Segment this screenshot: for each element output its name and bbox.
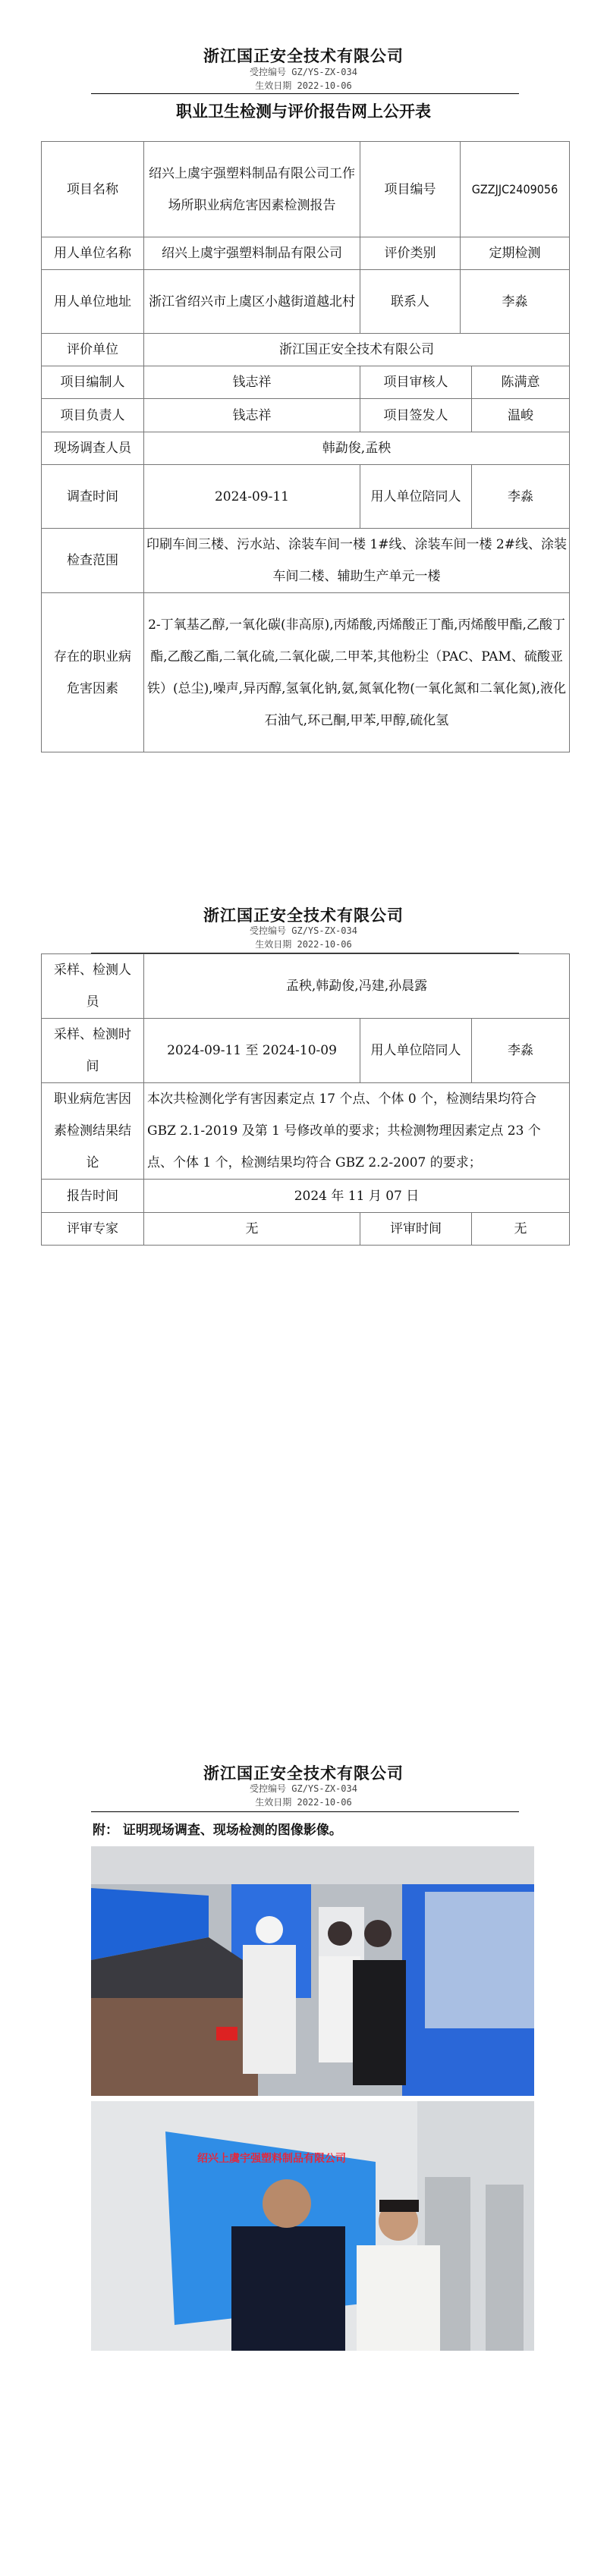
- hazards-label: 存在的职业病危害因素: [42, 593, 144, 752]
- contact: 李淼: [461, 270, 570, 334]
- conclusion-label: 职业病危害因素检测结果结论: [42, 1083, 144, 1180]
- company-header-p3: 浙江国正安全技术有限公司: [203, 1764, 404, 1783]
- escort-label-p2: 用人单位陪同人: [360, 1019, 472, 1083]
- project-name: 绍兴上虞宇强塑料制品有限公司工作场所职业病危害因素检测报告: [144, 142, 360, 237]
- employer: 绍兴上虞宇强塑料制品有限公司: [144, 237, 360, 270]
- disclosure-table-1: [41, 141, 570, 366]
- survey-time: 2024-09-11: [144, 465, 360, 529]
- eval-unit-label: 评价单位: [42, 334, 144, 366]
- leader-label: 项目负责人: [42, 399, 144, 432]
- effective-date-p2: 生效日期 2022-10-06: [255, 939, 352, 950]
- issuer-label: 项目签发人: [360, 399, 472, 432]
- eval-type: 定期检测: [461, 237, 570, 270]
- survey-time-label: 调查时间: [42, 465, 144, 529]
- disclosure-table-2: [41, 953, 570, 1246]
- effective-date-p3: 生效日期 2022-10-06: [255, 1797, 352, 1808]
- report-time: 2024 年 11 月 07 日: [144, 1180, 570, 1213]
- escort-label: 用人单位陪同人: [360, 465, 472, 529]
- compiler: 钱志祥: [144, 366, 360, 399]
- samplers-label: 采样、检测人员: [42, 954, 144, 1019]
- sample-time-label: 采样、检测时间: [42, 1019, 144, 1083]
- poster-title: 绍兴上虞宇强塑料制品有限公司: [197, 2153, 346, 2165]
- site-survey-photo: [91, 1846, 534, 2096]
- reviewer-label: 项目审核人: [360, 366, 472, 399]
- expert: 无: [144, 1213, 360, 1246]
- control-number-p2: 受控编号 GZ/YS-ZX-034: [250, 925, 357, 936]
- page-title: 职业卫生检测与评价报告网上公开表: [176, 102, 431, 121]
- review-time-label: 评审时间: [360, 1213, 472, 1246]
- header-rule: [91, 93, 519, 94]
- project-no-label: 项目编号: [360, 142, 461, 237]
- issuer: 温峻: [472, 399, 570, 432]
- effective-date: 生效日期 2022-10-06: [255, 80, 352, 91]
- address: 浙江省绍兴市上虞区小越街道越北村: [144, 270, 360, 334]
- review-time: 无: [472, 1213, 570, 1246]
- control-number-p3: 受控编号 GZ/YS-ZX-034: [250, 1783, 357, 1794]
- conclusion: 本次共检测化学有害因素定点 17 个点、个体 0 个，检测结果均符合 GBZ 2.1-2019 及第 1 号修改单的要求；共检测物理因素定点 23 个点、个体 1 个，检测结果均符合 GBZ 2.2-2007 的要求；: [144, 1083, 570, 1180]
- company-header: 浙江国正安全技术有限公司: [203, 46, 404, 65]
- employer-label: 用人单位名称: [42, 237, 144, 270]
- eval-unit: 浙江国正安全技术有限公司: [144, 334, 570, 366]
- disclosure-table-1b: [41, 366, 570, 752]
- scope-label: 检查范围: [42, 529, 144, 593]
- reviewer: 陈满意: [472, 366, 570, 399]
- annex-caption: 附： 证明现场调查、现场检测的图像影像。: [93, 1823, 342, 1838]
- scope: 印刷车间三楼、污水站、涂装车间一楼 1#线、涂装车间一楼 2#线、涂装车间二楼、辅助生产单元一楼: [144, 529, 570, 593]
- hazards: 2-丁氧基乙醇,一氧化碳(非高原),丙烯酸,丙烯酸正丁酯,丙烯酸甲酯,乙酸丁酯,乙酸乙酯,二氧化硫,二氧化碳,二甲苯,其他粉尘（PAC、PAM、硫酸亚铁）(总尘),噪声,异丙醇,氢氧化钠,氨,氮氧化物(一氧化氮和二氧化氮),液化石油气,环己酮,甲苯,甲醇,硫化氢: [144, 593, 570, 752]
- header-rule-p3: [91, 1811, 519, 1812]
- leader: 钱志祥: [144, 399, 360, 432]
- project-name-label: 项目名称: [42, 142, 144, 237]
- samplers: 孟秧,韩勐俊,冯建,孙晨露: [144, 954, 570, 1019]
- escort: 李淼: [472, 465, 570, 529]
- address-label: 用人单位地址: [42, 270, 144, 334]
- surveyors-label: 现场调查人员: [42, 432, 144, 465]
- eval-type-label: 评价类别: [360, 237, 461, 270]
- contact-label: 联系人: [360, 270, 461, 334]
- poster-group-photo: [91, 2101, 534, 2351]
- expert-label: 评审专家: [42, 1213, 144, 1246]
- compiler-label: 项目编制人: [42, 366, 144, 399]
- report-time-label: 报告时间: [42, 1180, 144, 1213]
- escort-p2: 李淼: [472, 1019, 570, 1083]
- company-header-p2: 浙江国正安全技术有限公司: [203, 906, 404, 925]
- sample-time: 2024-09-11 至 2024-10-09: [144, 1019, 360, 1083]
- project-no: GZZJJC2409056: [461, 142, 570, 237]
- surveyors: 韩勐俊,孟秧: [144, 432, 570, 465]
- control-number: 受控编号 GZ/YS-ZX-034: [250, 67, 357, 77]
